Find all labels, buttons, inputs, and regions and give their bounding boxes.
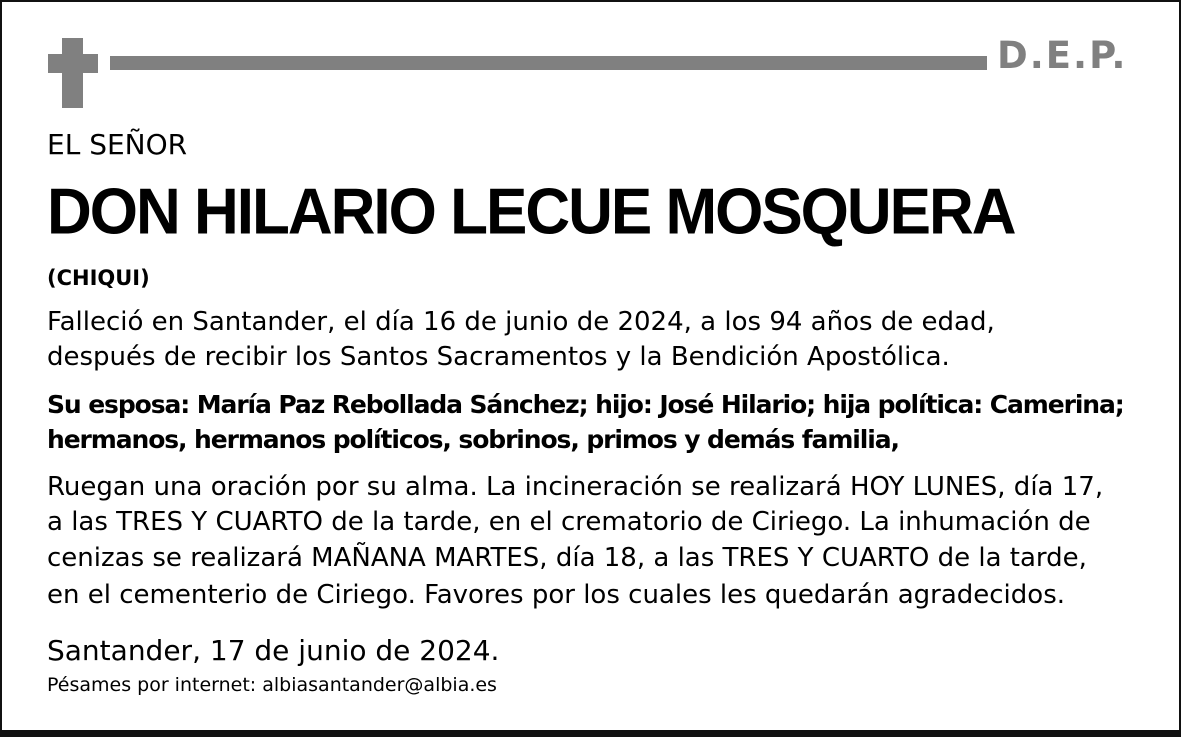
death-line-2: después de recibir los Santos Sacramentos y la Bendición Apostólica. (47, 342, 950, 372)
deceased-alias: (CHIQUI) (47, 266, 150, 290)
family-line-1: Su esposa: María Paz Rebollada Sánchez; hijo: José Hilario; hija política: Camerina; (47, 390, 1124, 419)
request-line-3: cenizas se realizará MAÑANA MARTES, día 18, a las TRES Y CUARTO de la tarde, (47, 543, 1087, 573)
request-line-1: Ruegan una oración por su alma. La incineración se realizará HOY LUNES, día 17, (47, 472, 1104, 502)
place-date: Santander, 17 de junio de 2024. (47, 634, 500, 667)
dep-label: D.E.P. (997, 34, 1128, 77)
condolences-contact: Pésames por internet: albiasantander@albia.es (47, 674, 497, 696)
death-line-1: Falleció en Santander, el día 16 de junio de 2024, a los 94 años de edad, (47, 307, 995, 337)
deceased-name: DON HILARIO LECUE MOSQUERA (47, 175, 1015, 249)
cross-icon (62, 38, 83, 108)
request-line-2: a las TRES Y CUARTO de la tarde, en el crematorio de Ciriego. La inhumación de (47, 507, 1091, 537)
request-line-4: en el cementerio de Ciriego. Favores por los cuales les quedarán agradecidos. (47, 580, 1065, 610)
family-line-2: hermanos, hermanos políticos, sobrinos, primos y demás familia, (47, 425, 899, 454)
header-rule (110, 56, 987, 70)
cross-icon-arm (48, 54, 98, 73)
honorific-title: EL SEÑOR (47, 128, 188, 161)
